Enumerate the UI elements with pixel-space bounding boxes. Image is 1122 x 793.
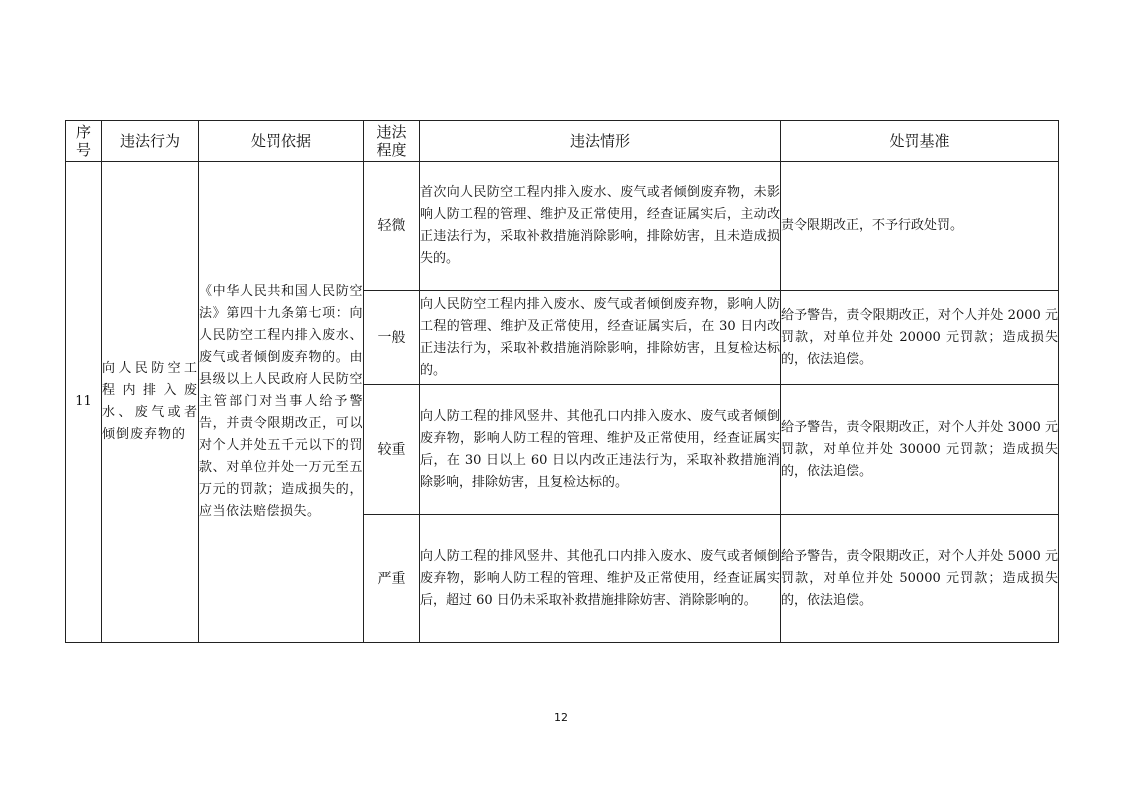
page-number: 12 <box>554 711 568 724</box>
situation-cell: 向人防工程的排风竖井、其他孔口内排入废水、废气或者倾倒废弃物，影响人防工程的管理、维护及正常使用，经查证属实后，超过 60 日仍未采取补救措施排除妨害、消除影响的。 <box>420 515 781 643</box>
level-cell: 严重 <box>364 515 420 643</box>
header-behavior: 违法行为 <box>102 121 199 162</box>
table-header-row <box>66 121 1059 162</box>
basis-cell: 《中华人民共和国人民防空法》第四十九条第七项：向人民防空工程内排入废水、废气或者倾倒废弃物的。由县级以上人民政府人民防空主管部门对当事人给予警告，并责令限期改正，可以对个人并处五千元以下的罚款、对单位并处一万元至五万元的罚款；造成损失的，应当依法赔偿损失。 <box>199 162 364 643</box>
behavior-cell: 向人民防空工程内排入废水、废气或者倾倒废弃物的 <box>102 162 199 643</box>
situation-cell: 向人民防空工程内排入废水、废气或者倾倒废弃物，影响人防工程的管理、维护及正常使用，经查证属实后，在 30 日内改正违法行为，采取补救措施消除影响，排除妨害，且复检达标的。 <box>420 291 781 385</box>
header-standard: 处罚基准 <box>781 121 1059 162</box>
standard-cell: 责令限期改正，不予行政处罚。 <box>781 162 1059 291</box>
level-cell: 较重 <box>364 385 420 515</box>
level-cell: 一般 <box>364 291 420 385</box>
standard-cell: 给予警告，责令限期改正，对个人并处 3000 元罚款，对单位并处 30000 元罚款；造成损失的，依法追偿。 <box>781 385 1059 515</box>
header-seq: 序号 <box>66 121 102 162</box>
standard-cell: 给予警告，责令限期改正，对个人并处 2000 元罚款，对单位并处 20000 元罚款；造成损失的，依法追偿。 <box>781 291 1059 385</box>
penalty-standard-table <box>65 120 1059 643</box>
header-degree: 违法程度 <box>364 121 420 162</box>
header-basis: 处罚依据 <box>199 121 364 162</box>
level-cell: 轻微 <box>364 162 420 291</box>
situation-cell: 首次向人民防空工程内排入废水、废气或者倾倒废弃物，未影响人防工程的管理、维护及正常使用，经查证属实后，主动改正违法行为，采取补救措施消除影响，排除妨害，且未造成损失的。 <box>420 162 781 291</box>
seq-cell: 11 <box>66 162 102 643</box>
header-situation: 违法情形 <box>420 121 781 162</box>
standard-cell: 给予警告，责令限期改正，对个人并处 5000 元罚款，对单位并处 50000 元罚款；造成损失的，依法追偿。 <box>781 515 1059 643</box>
situation-cell: 向人防工程的排风竖井、其他孔口内排入废水、废气或者倾倒废弃物，影响人防工程的管理、维护及正常使用，经查证属实后，在 30 日以上 60 日以内改正违法行为，采取补救措施消除影响，排除妨害，且复检达标的。 <box>420 385 781 515</box>
table-row <box>66 162 1059 291</box>
